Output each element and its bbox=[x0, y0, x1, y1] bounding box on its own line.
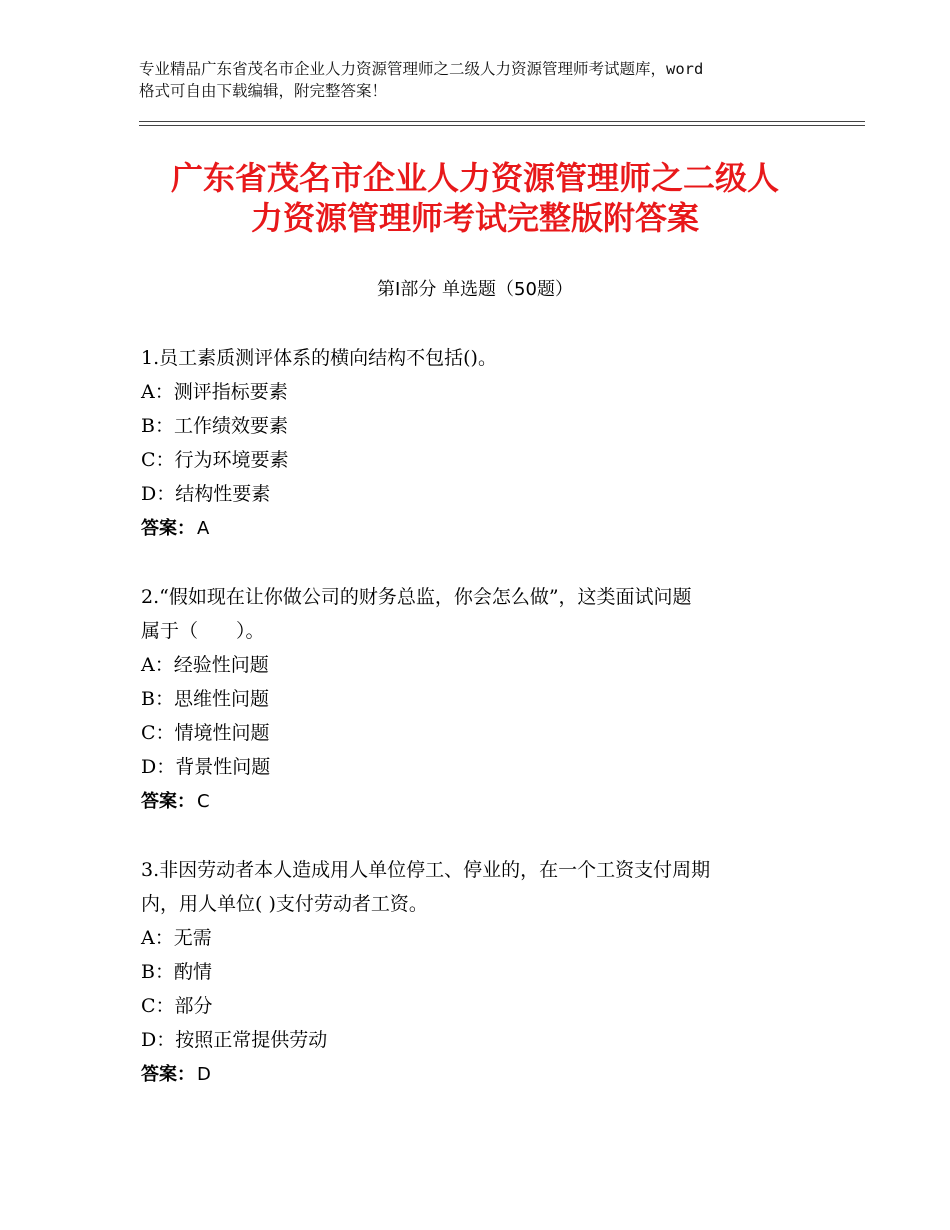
question-2-option-a: A：经验性问题 bbox=[141, 654, 269, 676]
question-1-stem-line-1: 1.员工素质测评体系的横向结构不包括()。 bbox=[141, 347, 497, 369]
answer-label: 答案： bbox=[141, 1064, 195, 1085]
header-note bbox=[139, 58, 829, 102]
header-note-line-1: 专业精品广东省茂名市企业人力资源管理师之二级人力资源管理师考试题库，word bbox=[139, 60, 704, 78]
question-3-answer bbox=[141, 1063, 211, 1087]
document-title-line-2: 力资源管理师考试完整版附答案 bbox=[250, 199, 699, 237]
question-3-option-c: C：部分 bbox=[141, 995, 213, 1017]
question-2-option-c: C：情境性问题 bbox=[141, 722, 270, 744]
question-1-answer bbox=[141, 517, 209, 541]
question-3-stem-line-2: 内，用人单位( )支付劳动者工资。 bbox=[141, 893, 428, 915]
question-1-option-c: C：行为环境要素 bbox=[141, 449, 289, 471]
document-title-line-1: 广东省茂名市企业人力资源管理师之二级人 bbox=[170, 159, 779, 197]
question-3-stem-line-1: 3.非因劳动者本人造成用人单位停工、停业的，在一个工资支付周期 bbox=[141, 859, 711, 881]
question-2-stem-line-1: 2.“假如现在让你做公司的财务总监，你会怎么做”，这类面试问题 bbox=[141, 586, 692, 608]
question-1-option-a: A：测评指标要素 bbox=[141, 381, 288, 403]
question-2-option-b: B：思维性问题 bbox=[141, 688, 269, 710]
question-3-option-b: B：酌情 bbox=[141, 961, 212, 983]
question-2-option-d: D：背景性问题 bbox=[141, 756, 271, 778]
question-3-option-a: A：无需 bbox=[141, 927, 212, 949]
header-divider-top bbox=[139, 121, 865, 122]
header-note-line-2: 格式可自由下载编辑，附完整答案！ bbox=[139, 82, 388, 100]
question-2-answer bbox=[141, 790, 210, 814]
section-title: 第Ⅰ部分 单选题（50题） bbox=[377, 279, 573, 300]
answer-value: A bbox=[197, 518, 210, 539]
answer-label: 答案： bbox=[141, 518, 195, 539]
question-1-option-d: D：结构性要素 bbox=[141, 483, 271, 505]
question-3-option-d: D：按照正常提供劳动 bbox=[141, 1029, 328, 1051]
answer-value: C bbox=[197, 791, 210, 812]
answer-label: 答案： bbox=[141, 791, 195, 812]
document-title bbox=[120, 158, 830, 238]
question-2-stem-line-2: 属于（ ）。 bbox=[141, 620, 265, 642]
question-1-option-b: B：工作绩效要素 bbox=[141, 415, 288, 437]
header-divider-bottom bbox=[139, 125, 865, 126]
answer-value: D bbox=[197, 1064, 211, 1085]
